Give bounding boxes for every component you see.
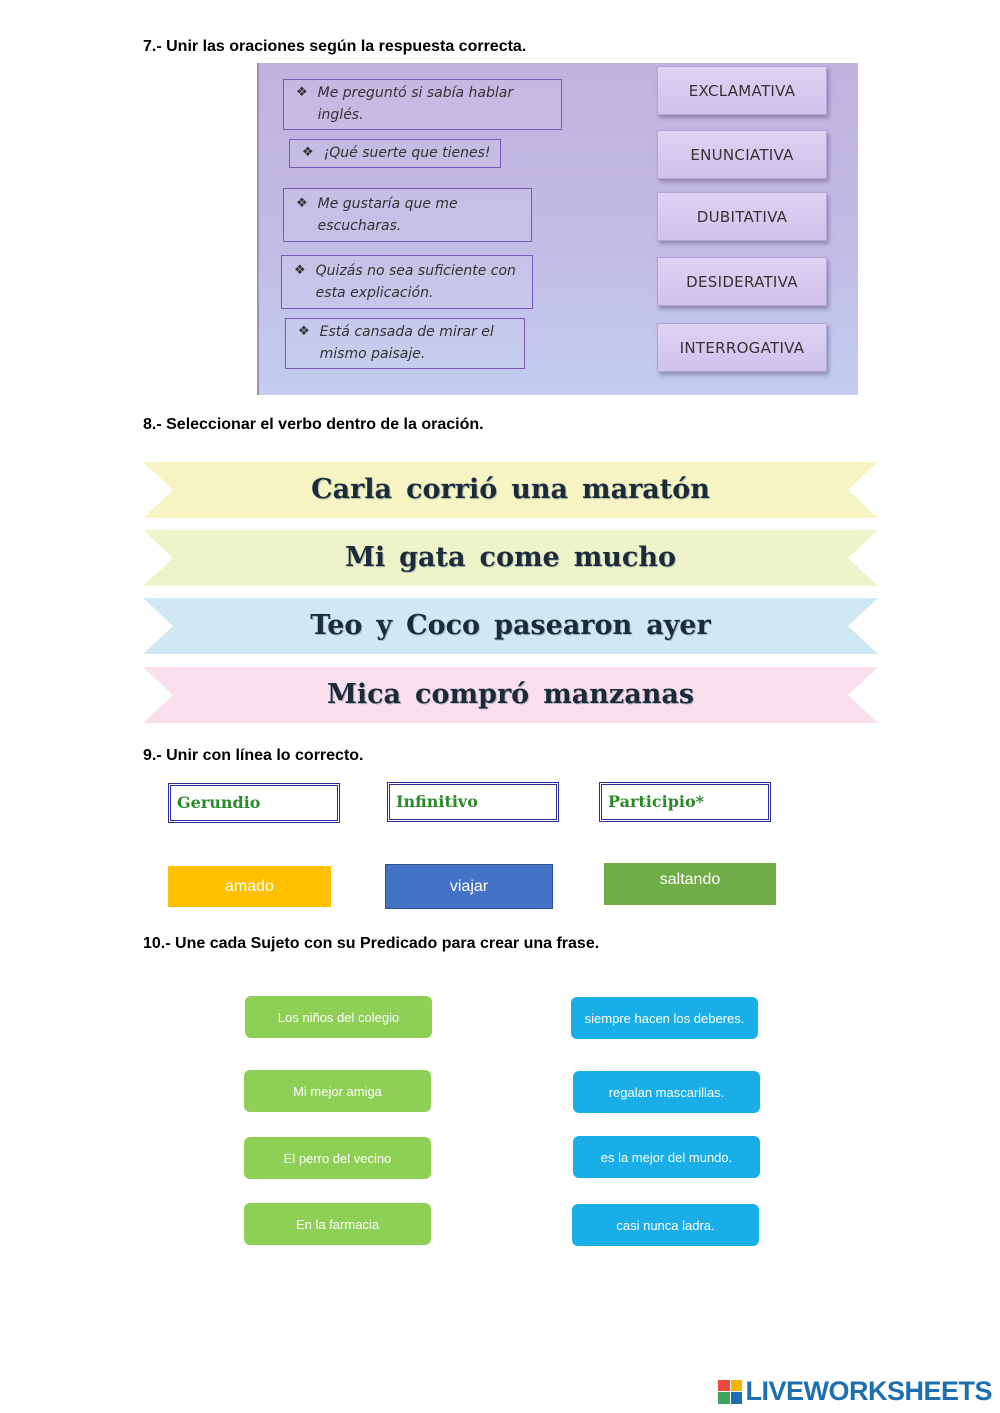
ex9-verb-saltando[interactable]: saltando <box>604 863 776 905</box>
ex9-form-infinitivo[interactable]: Infinitivo <box>387 782 559 822</box>
ex8-sentence-banner <box>143 530 878 586</box>
ex8-word[interactable]: Coco <box>406 610 481 641</box>
liveworksheets-logo <box>718 1376 992 1407</box>
ex8-word[interactable]: maratón <box>582 474 710 505</box>
ex10-predicate-4[interactable]: casi nunca ladra. <box>572 1204 759 1246</box>
ex7-heading: 7.- Unir las oraciones según la respuesta correcta. <box>143 38 527 55</box>
ex7-matching-panel <box>257 63 858 395</box>
ex7-sentence-text: ¡Qué suerte que tienes! <box>323 145 491 161</box>
ex8-word[interactable]: Carla <box>311 474 393 505</box>
ex8-word[interactable]: come <box>479 542 560 573</box>
ex8-word[interactable]: Mica <box>326 679 402 710</box>
ex7-sentence-text: Me gustaría que me escucharas. <box>317 196 458 234</box>
ex8-sentence-banner <box>143 667 878 723</box>
ex7-type-interrogativa[interactable]: INTERROGATIVA <box>657 323 827 372</box>
ex7-type-dubitativa[interactable]: DUBITATIVA <box>657 192 827 241</box>
ex8-word[interactable]: gata <box>399 542 466 573</box>
ex7-sentence-text: Está cansada de mirar el mismo paisaje. <box>319 324 494 362</box>
ex8-word[interactable]: y <box>376 610 393 641</box>
ex10-heading: 10.- Une cada Sujeto con su Predicado para crear una frase. <box>143 935 600 952</box>
ex8-sentence-banner <box>143 462 878 518</box>
ex8-sentence-banner <box>143 598 878 654</box>
ex8-word[interactable]: una <box>511 474 568 505</box>
ex10-subject-1[interactable]: Los niños del colegio <box>245 996 432 1038</box>
ex8-heading: 8.- Seleccionar el verbo dentro de la oración. <box>143 416 484 433</box>
ex9-heading: 9.- Unir con línea lo correcto. <box>143 747 364 764</box>
ex10-subject-3[interactable]: El perro del vecino <box>244 1137 431 1179</box>
ex7-sentence-3[interactable] <box>283 188 532 242</box>
ex8-word[interactable]: compró <box>415 679 530 710</box>
ex9-verb-amado[interactable]: amado <box>168 866 331 907</box>
bullet-icon: ❖ <box>294 263 306 278</box>
ex10-predicate-2[interactable]: regalan mascarillas. <box>573 1071 760 1113</box>
bullet-icon: ❖ <box>296 196 308 211</box>
ex10-predicate-3[interactable]: es la mejor del mundo. <box>573 1136 760 1178</box>
ex10-subject-2[interactable]: Mi mejor amiga <box>244 1070 431 1112</box>
logo-text: LIVEWORKSHEETS <box>745 1376 992 1406</box>
ex7-sentence-1[interactable] <box>283 79 562 130</box>
bullet-icon: ❖ <box>302 145 314 160</box>
ex8-word[interactable]: pasearon <box>494 610 633 641</box>
ex10-predicate-1[interactable]: siempre hacen los deberes. <box>571 997 758 1039</box>
ex8-word[interactable]: Mi <box>345 542 386 573</box>
ex8-word[interactable]: corrió <box>406 474 498 505</box>
ex7-sentence-2[interactable] <box>289 139 501 168</box>
ex8-word[interactable]: manzanas <box>543 679 695 710</box>
liveworksheets-logo-icon <box>718 1380 742 1404</box>
ex10-subject-4[interactable]: En la farmacia <box>244 1203 431 1245</box>
ex7-sentence-text: Me preguntó si sabía hablar inglés. <box>317 85 514 123</box>
ex8-word[interactable]: mucho <box>573 542 676 573</box>
ex7-type-enunciativa[interactable]: ENUNCIATIVA <box>657 130 827 179</box>
ex7-sentence-5[interactable] <box>285 318 525 369</box>
ex9-form-participio[interactable]: Participio* <box>599 782 771 822</box>
ex7-sentence-text: Quizás no sea suficiente con esta explicación. <box>315 263 516 301</box>
ex9-verb-viajar[interactable]: viajar <box>385 864 553 909</box>
ex7-sentence-4[interactable] <box>281 255 533 309</box>
ex9-form-gerundio[interactable]: Gerundio <box>168 783 340 823</box>
ex8-word[interactable]: Teo <box>310 610 363 641</box>
ex7-type-desiderativa[interactable]: DESIDERATIVA <box>657 257 827 306</box>
ex7-type-exclamativa[interactable]: EXCLAMATIVA <box>657 66 827 115</box>
bullet-icon: ❖ <box>296 85 308 100</box>
bullet-icon: ❖ <box>298 324 310 339</box>
ex8-word[interactable]: ayer <box>646 610 711 641</box>
